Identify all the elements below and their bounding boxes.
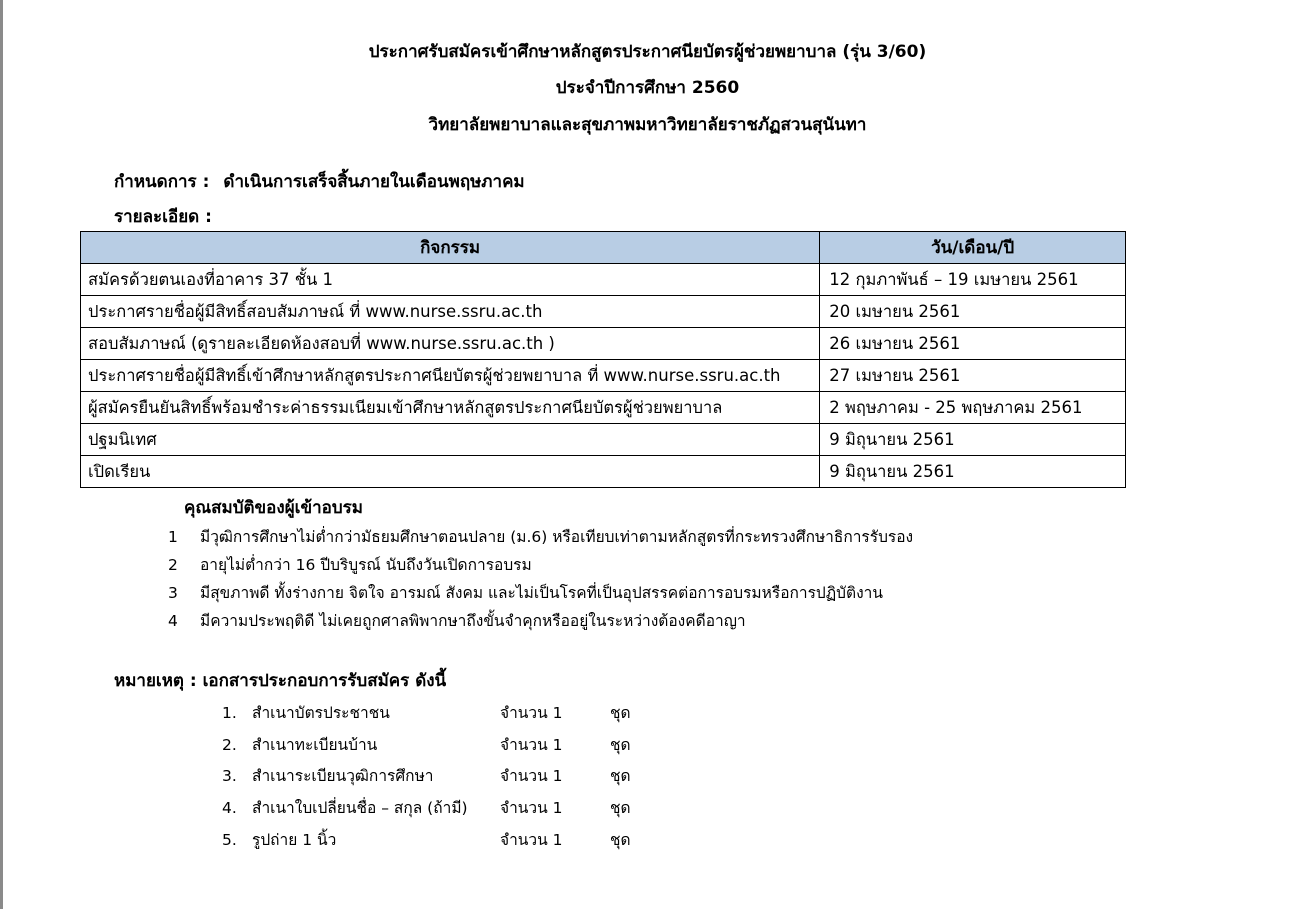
activity-column-header: กิจกรรม [81, 232, 820, 264]
document-unit: ชุด [610, 736, 631, 754]
qualification-item [168, 608, 746, 633]
document-quantity: จำนวน 1 [500, 799, 563, 817]
deadline-label: กำหนดการ : [114, 172, 210, 192]
activity-cell: ประกาศรายชื่อผู้มีสิทธิ์สอบสัมภาษณ์ ที่ www.nurse.ssru.ac.th [81, 296, 820, 328]
table-row [81, 456, 1126, 488]
document-item [222, 827, 631, 852]
date-cell: 9 มิถุนายน 2561 [820, 456, 1126, 488]
document-name: รูปถ่าย 1 นิ้ว [252, 831, 337, 849]
announcement-title: ประกาศรับสมัครเข้าศึกษาหลักสูตรประกาศนียบัตรผู้ช่วยพยาบาล (รุ่น 3/60) [368, 42, 927, 62]
schedule-header-row [81, 232, 1126, 264]
date-cell: 2 พฤษภาคม - 25 พฤษภาคม 2561 [820, 392, 1126, 424]
details-label: รายละเอียด : [114, 207, 212, 227]
document-number: 3. [222, 767, 237, 785]
table-row [81, 296, 1126, 328]
activity-cell: สมัครด้วยตนเองที่อาคาร 37 ชั้น 1 [81, 264, 820, 296]
activity-cell: ผู้สมัครยืนยันสิทธิ์พร้อมชำระค่าธรรมเนียมเข้าศึกษาหลักสูตรประกาศนียบัตรผู้ช่วยพยาบาล [81, 392, 820, 424]
academic-year: ประจำปีการศึกษา 2560 [555, 78, 740, 98]
document-unit: ชุด [610, 767, 631, 785]
document-unit: ชุด [610, 799, 631, 817]
document-number: 1. [222, 704, 237, 722]
document-unit: ชุด [610, 831, 631, 849]
document-number: 5. [222, 831, 237, 849]
date-cell: 20 เมษายน 2561 [820, 296, 1126, 328]
date-cell: 27 เมษายน 2561 [820, 360, 1126, 392]
college-name: วิทยาลัยพยาบาลและสุขภาพมหาวิทยาลัยราชภัฏสวนสุนันทา [428, 115, 867, 135]
document-number: 2. [222, 736, 237, 754]
document-item [222, 732, 631, 757]
document-quantity: จำนวน 1 [500, 831, 563, 849]
document-quantity: จำนวน 1 [500, 736, 563, 754]
qualifications-title: คุณสมบัติของผู้เข้าอบรม [184, 498, 363, 518]
date-cell: 26 เมษายน 2561 [820, 328, 1126, 360]
qualification-number: 3 [168, 584, 178, 602]
qualification-text: อายุไม่ต่ำกว่า 16 ปีบริบูรณ์ นับถึงวันเปิดการอบรม [200, 556, 532, 574]
document-item [222, 700, 631, 725]
qualification-number: 2 [168, 556, 178, 574]
document-unit: ชุด [610, 704, 631, 722]
deadline-value: ดำเนินการเสร็จสิ้นภายในเดือนพฤษภาคม [223, 172, 525, 192]
document-name: สำเนาใบเปลี่ยนชื่อ – สกุล (ถ้ามี) [252, 799, 468, 817]
document-item [222, 795, 631, 820]
table-row [81, 424, 1126, 456]
deadline-line [114, 168, 525, 195]
table-row [81, 392, 1126, 424]
schedule-table [80, 231, 1126, 488]
qualification-item [168, 552, 532, 577]
qualification-item [168, 524, 913, 549]
table-row [81, 360, 1126, 392]
qualification-text: มีสุขภาพดี ทั้งร่างกาย จิตใจ อารมณ์ สังคม และไม่เป็นโรคที่เป็นอุปสรรคต่อการอบรมหรือการปฏิบัติงาน [200, 584, 883, 602]
activity-cell: ประกาศรายชื่อผู้มีสิทธิ์เข้าศึกษาหลักสูตรประกาศนียบัตรผู้ช่วยพยาบาล ที่ www.nurse.ssru.ac.th [81, 360, 820, 392]
qualification-item [168, 580, 883, 605]
document-quantity: จำนวน 1 [500, 704, 563, 722]
qualification-text: มีความประพฤติดี ไม่เคยถูกศาลพิพากษาถึงขั้นจำคุกหรืออยู่ในระหว่างต้องคดีอาญา [200, 612, 746, 630]
document-item [222, 763, 631, 788]
document-name: สำเนาบัตรประชาชน [252, 704, 390, 722]
qualification-number: 4 [168, 612, 178, 630]
table-row [81, 264, 1126, 296]
document-quantity: จำนวน 1 [500, 767, 563, 785]
document-name: สำเนาทะเบียนบ้าน [252, 736, 378, 754]
activity-cell: เปิดเรียน [81, 456, 820, 488]
activity-cell: สอบสัมภาษณ์ (ดูรายละเอียดห้องสอบที่ www.nurse.ssru.ac.th ) [81, 328, 820, 360]
activity-cell: ปฐมนิเทศ [81, 424, 820, 456]
qualification-number: 1 [168, 528, 178, 546]
qualification-text: มีวุฒิการศึกษาไม่ต่ำกว่ามัธยมศึกษาตอนปลาย (ม.6) หรือเทียบเท่าตามหลักสูตรที่กระทรวงศึกษาธิการรับรอง [200, 528, 914, 546]
document-number: 4. [222, 799, 237, 817]
document-name: สำเนาระเบียนวุฒิการศึกษา [252, 767, 434, 785]
date-column-header: วัน/เดือน/ปี [820, 232, 1126, 264]
date-cell: 12 กุมภาพันธ์ – 19 เมษายน 2561 [820, 264, 1126, 296]
date-cell: 9 มิถุนายน 2561 [820, 424, 1126, 456]
table-row [81, 328, 1126, 360]
note-title: หมายเหตุ : เอกสารประกอบการรับสมัคร ดังนี้ [114, 671, 447, 691]
